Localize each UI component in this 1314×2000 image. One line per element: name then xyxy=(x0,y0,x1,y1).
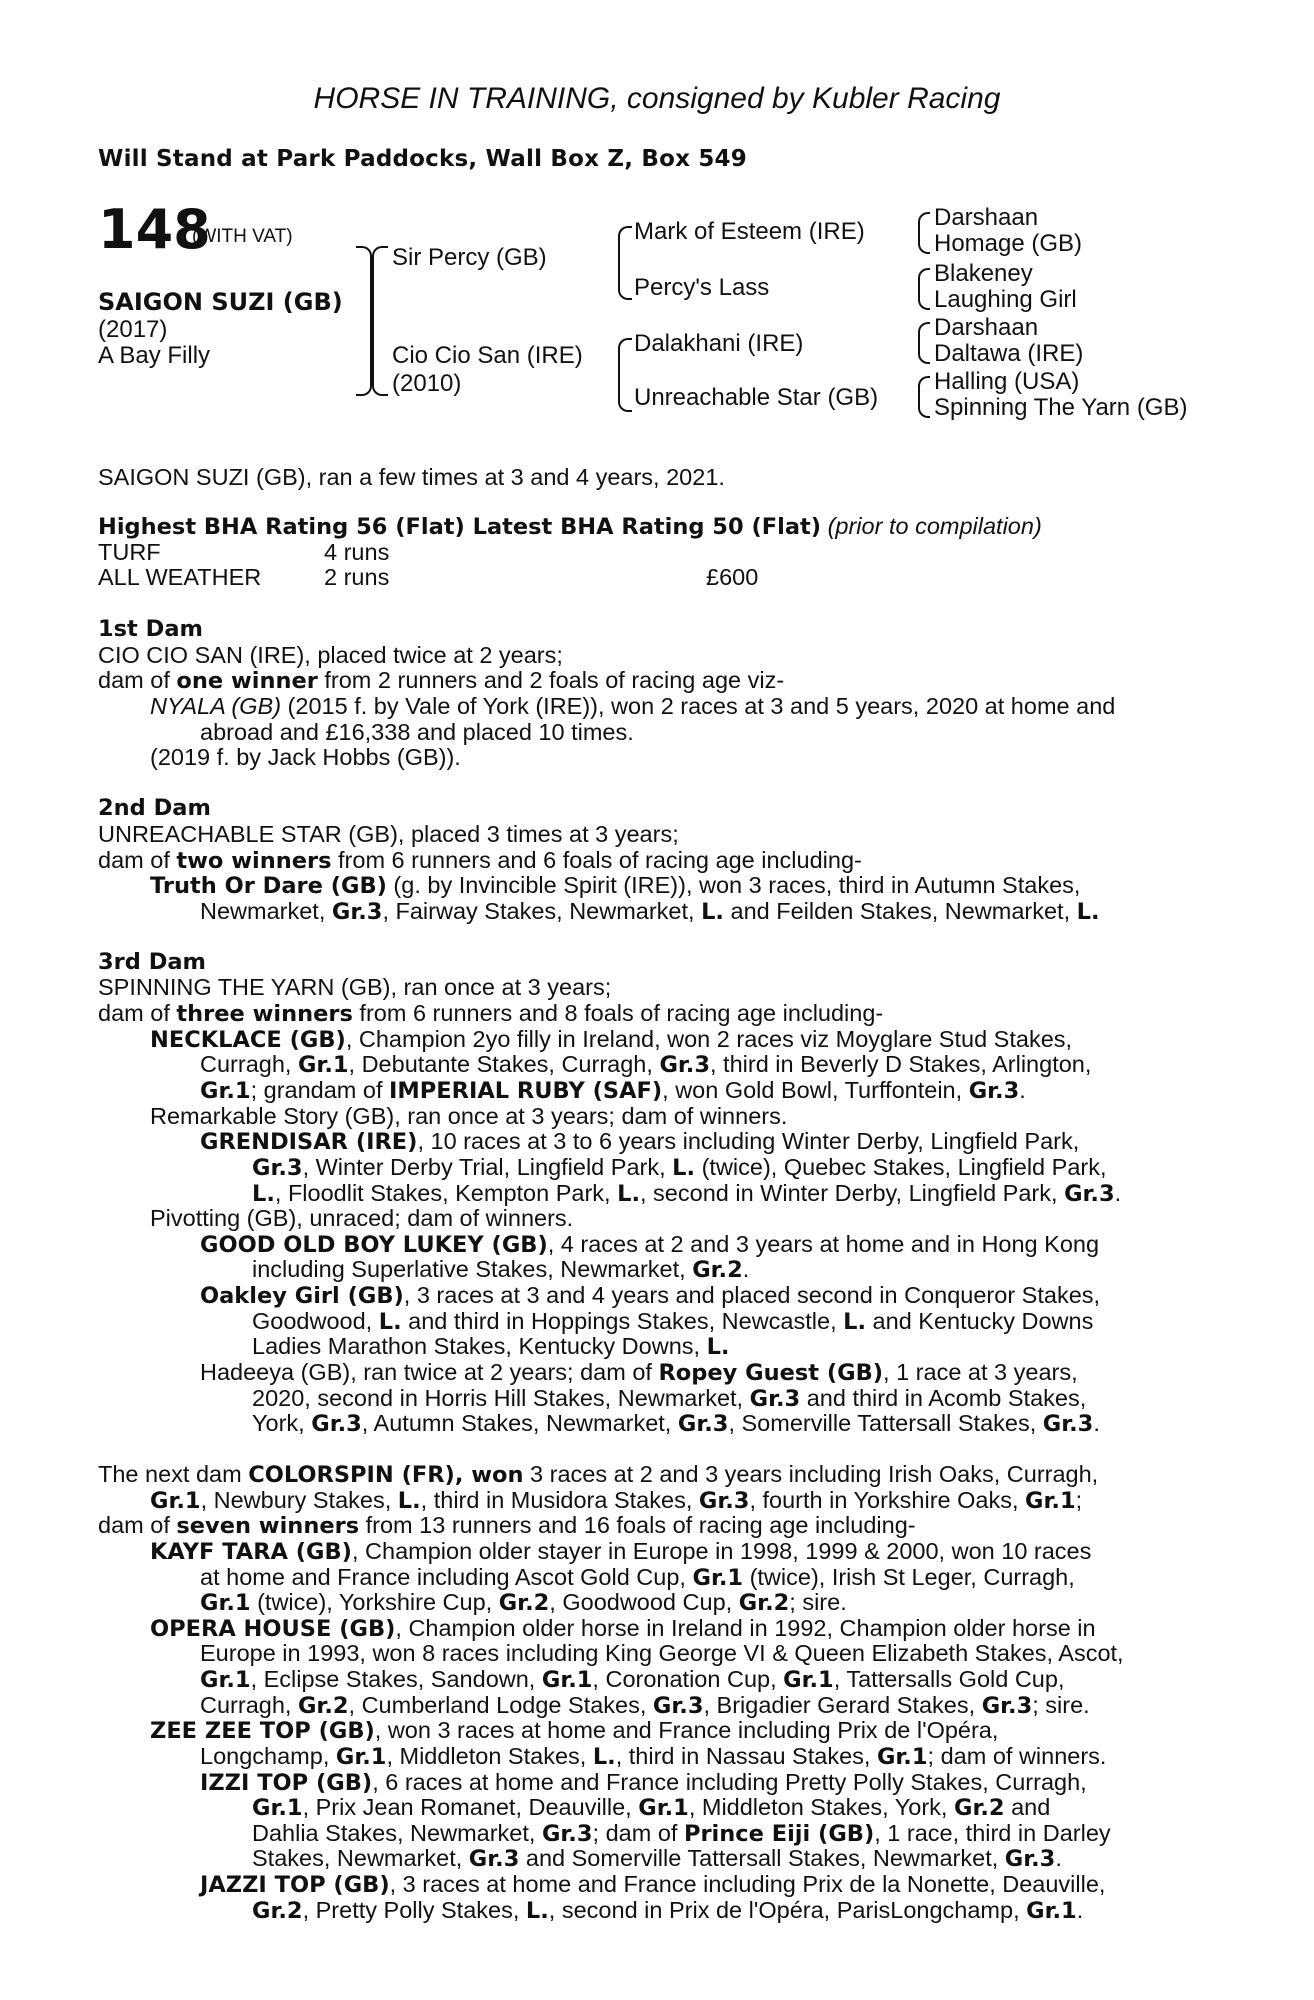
kayf-tara-line-1: KAYF TARA (GB), Champion older stayer in Europe in 1998, 1999 & 2000, won 10 races xyxy=(150,1538,1092,1565)
second-dam-foal-1: Truth Or Dare (GB) (g. by Invincible Spirit (IRE)), won 3 races, third in Autumn Stakes, xyxy=(150,872,1081,899)
hadeeya-line-3: York, Gr.3, Autumn Stakes, Newmarket, Gr.3, Somerville Tattersall Stakes, Gr.3. xyxy=(252,1410,1100,1437)
aw-prize: £600 xyxy=(706,564,759,590)
bha-rating: Highest BHA Rating 56 (Flat) Latest BHA Rating 50 (Flat) (prior to compilation) xyxy=(98,513,1042,540)
next-dam-line-1: The next dam COLORSPIN (FR), won 3 races at 2 and 3 years including Irish Oaks, Curragh, xyxy=(98,1461,1099,1488)
gen3-ddd: Spinning The Yarn (GB) xyxy=(934,394,1188,421)
kayf-tara-line-2: at home and France including Ascot Gold Cup, Gr.1 (twice), Irish St Leger, Curragh, xyxy=(200,1564,1075,1591)
gen3-sdd: Laughing Girl xyxy=(934,286,1077,313)
hadeeya-line-2: 2020, second in Horris Hill Stakes, Newmarket, Gr.3 and third in Acomb Stakes, xyxy=(252,1385,1087,1412)
remarkable-story: Remarkable Story (GB), ran once at 3 years; dam of winners. xyxy=(150,1103,788,1129)
first-dam-foal-1: NYALA (GB) (2015 f. by Vale of York (IRE)), won 2 races at 3 and 5 years, 2020 at home and xyxy=(150,693,1116,719)
jazzi-top-line-2: Gr.2, Pretty Polly Stakes, L., second in Prix de l'Opéra, ParisLongchamp, Gr.1. xyxy=(252,1897,1084,1924)
oakley-line-2: Goodwood, L. and third in Hoppings Stakes, Newcastle, L. and Kentucky Downs xyxy=(252,1308,1094,1335)
gen3-sds: Blakeney xyxy=(934,260,1033,287)
gen3-dsd: Daltawa (IRE) xyxy=(934,340,1084,367)
race-summary: SAIGON SUZI (GB), ran a few times at 3 and 4 years, 2021. xyxy=(98,464,725,490)
izzi-top-line-4: Stakes, Newmarket, Gr.3 and Somerville Tattersall Stakes, Newmarket, Gr.3. xyxy=(252,1845,1062,1872)
jazzi-top-line-1: JAZZI TOP (GB), 3 races at home and France including Prix de la Nonette, Deauville, xyxy=(200,1871,1106,1898)
gen3-sss: Darshaan xyxy=(934,204,1039,231)
opera-house-line-3: Gr.1, Eclipse Stakes, Sandown, Gr.1, Coronation Cup, Gr.1, Tattersalls Gold Cup, xyxy=(200,1666,1065,1693)
gen3-brace-1 xyxy=(918,212,930,254)
zee-zee-top-line-1: ZEE ZEE TOP (GB), won 3 races at home and France including Prix de l'Opéra, xyxy=(150,1717,999,1744)
third-dam-produce: dam of three winners from 6 runners and 8 foals of racing age including- xyxy=(98,1000,884,1027)
grendisar-line-2: Gr.3, Winter Derby Trial, Lingfield Park, L. (twice), Quebec Stakes, Lingfield Park, xyxy=(252,1154,1107,1181)
first-dam-line: CIO CIO SAN (IRE), placed twice at 2 years; xyxy=(98,642,563,668)
oakley-line-1: Oakley Girl (GB), 3 races at 3 and 4 years and placed second in Conqueror Stakes, xyxy=(200,1282,1101,1309)
aw-label: ALL WEATHER xyxy=(98,564,262,590)
izzi-top-line-3: Dahlia Stakes, Newmarket, Gr.3; dam of Prince Eiji (GB), 1 race, third in Darley xyxy=(252,1820,1111,1847)
sire-sire: Mark of Esteem (IRE) xyxy=(634,218,865,245)
dam-dam: Unreachable Star (GB) xyxy=(634,384,879,411)
dam-parents-brace xyxy=(618,338,632,412)
lot-vat: (WITH VAT) xyxy=(192,226,293,247)
gen3-dss: Darshaan xyxy=(934,314,1039,341)
horse-brace xyxy=(356,246,372,396)
lukey-line-1: GOOD OLD BOY LUKEY (GB), 4 races at 2 and 3 years at home and in Hong Kong xyxy=(200,1231,1100,1258)
sire: Sir Percy (GB) xyxy=(392,244,547,271)
third-dam-title: 3rd Dam xyxy=(98,949,206,975)
first-dam-foal-2: (2019 f. by Jack Hobbs (GB)). xyxy=(150,744,461,770)
opera-house-line-2: Europe in 1993, won 8 races including King George VI & Queen Elizabeth Stakes, Ascot, xyxy=(200,1640,1124,1666)
second-dam-foal-1-cont: Newmarket, Gr.3, Fairway Stakes, Newmarket, L. and Feilden Stakes, Newmarket, L. xyxy=(200,898,1100,925)
aw-runs: 2 runs xyxy=(324,564,390,590)
first-dam-produce: dam of one winner from 2 runners and 2 foals of racing age viz- xyxy=(98,667,785,694)
necklace-line-3: Gr.1; grandam of IMPERIAL RUBY (SAF), won Gold Bowl, Turffontein, Gr.3. xyxy=(200,1077,1026,1104)
lukey-line-2: including Superlative Stakes, Newmarket, Gr.2. xyxy=(252,1256,750,1283)
horse-name: SAIGON SUZI (GB) xyxy=(98,288,343,316)
necklace-line-1: NECKLACE (GB), Champion 2yo filly in Ireland, won 2 races viz Moyglare Stud Stakes, xyxy=(150,1026,1073,1053)
lot-number: 148 xyxy=(98,198,211,261)
gen3-brace-3 xyxy=(918,322,930,364)
sire-parents-brace xyxy=(618,226,632,300)
next-dam-line-2: Gr.1, Newbury Stakes, L., third in Musidora Stakes, Gr.3, fourth in Yorkshire Oaks, Gr.1; xyxy=(150,1487,1083,1514)
dam-sire: Dalakhani (IRE) xyxy=(634,330,804,357)
grendisar-line-3: L., Floodlit Stakes, Kempton Park, L., second in Winter Derby, Lingfield Park, Gr.3. xyxy=(252,1180,1122,1207)
gen3-brace-4 xyxy=(918,376,930,418)
necklace-line-2: Curragh, Gr.1, Debutante Stakes, Curragh, Gr.3, third in Beverly D Stakes, Arlington, xyxy=(200,1051,1092,1078)
gen3-dds: Halling (USA) xyxy=(934,368,1080,395)
izzi-top-line-1: IZZI TOP (GB), 6 races at home and France including Pretty Polly Stakes, Curragh, xyxy=(200,1769,1087,1796)
opera-house-line-1: OPERA HOUSE (GB), Champion older horse in Ireland in 1992, Champion older horse in xyxy=(150,1615,1096,1642)
pivotting: Pivotting (GB), unraced; dam of winners. xyxy=(150,1205,574,1231)
gen3-ssd: Homage (GB) xyxy=(934,230,1083,257)
oakley-line-3: Ladies Marathon Stakes, Kentucky Downs, L. xyxy=(252,1333,730,1360)
dam-year: (2010) xyxy=(392,370,462,397)
horse-description: A Bay Filly xyxy=(98,342,211,369)
first-dam-title: 1st Dam xyxy=(98,616,203,642)
opera-house-line-4: Curragh, Gr.2, Cumberland Lodge Stakes, Gr.3, Brigadier Gerard Stakes, Gr.3; sire. xyxy=(200,1692,1090,1719)
hadeeya-line-1: Hadeeya (GB), ran twice at 2 years; dam of Ropey Guest (GB), 1 race at 3 years, xyxy=(200,1359,1078,1386)
sire-dam: Percy's Lass xyxy=(634,274,770,301)
first-dam-foal-1-cont: abroad and £16,338 and placed 10 times. xyxy=(200,719,634,745)
second-dam-line: UNREACHABLE STAR (GB), placed 3 times at 3 years; xyxy=(98,821,679,847)
grendisar-line-1: GRENDISAR (IRE), 10 races at 3 to 6 years including Winter Derby, Lingfield Park, xyxy=(200,1128,1080,1155)
next-dam-produce: dam of seven winners from 13 runners and 16 foals of racing age including- xyxy=(98,1512,916,1539)
turf-runs: 4 runs xyxy=(324,539,390,565)
turf-label: TURF xyxy=(98,539,161,565)
second-dam-produce: dam of two winners from 6 runners and 6 foals of racing age including- xyxy=(98,847,862,874)
parents-brace xyxy=(372,246,388,396)
second-dam-title: 2nd Dam xyxy=(98,795,211,821)
zee-zee-top-line-2: Longchamp, Gr.1, Middleton Stakes, L., third in Nassau Stakes, Gr.1; dam of winners. xyxy=(200,1743,1107,1770)
horse-year: (2017) xyxy=(98,316,168,343)
kayf-tara-line-3: Gr.1 (twice), Yorkshire Cup, Gr.2, Goodwood Cup, Gr.2; sire. xyxy=(200,1589,847,1616)
izzi-top-line-2: Gr.1, Prix Jean Romanet, Deauville, Gr.1, Middleton Stakes, York, Gr.2 and xyxy=(252,1794,1051,1821)
stand-location: Will Stand at Park Paddocks, Wall Box Z, Box 549 xyxy=(98,146,747,172)
third-dam-line: SPINNING THE YARN (GB), ran once at 3 years; xyxy=(98,974,612,1000)
dam: Cio Cio San (IRE) xyxy=(392,342,583,369)
page-heading: HORSE IN TRAINING, consigned by Kubler Racing xyxy=(313,82,1001,115)
gen3-brace-2 xyxy=(918,268,930,310)
